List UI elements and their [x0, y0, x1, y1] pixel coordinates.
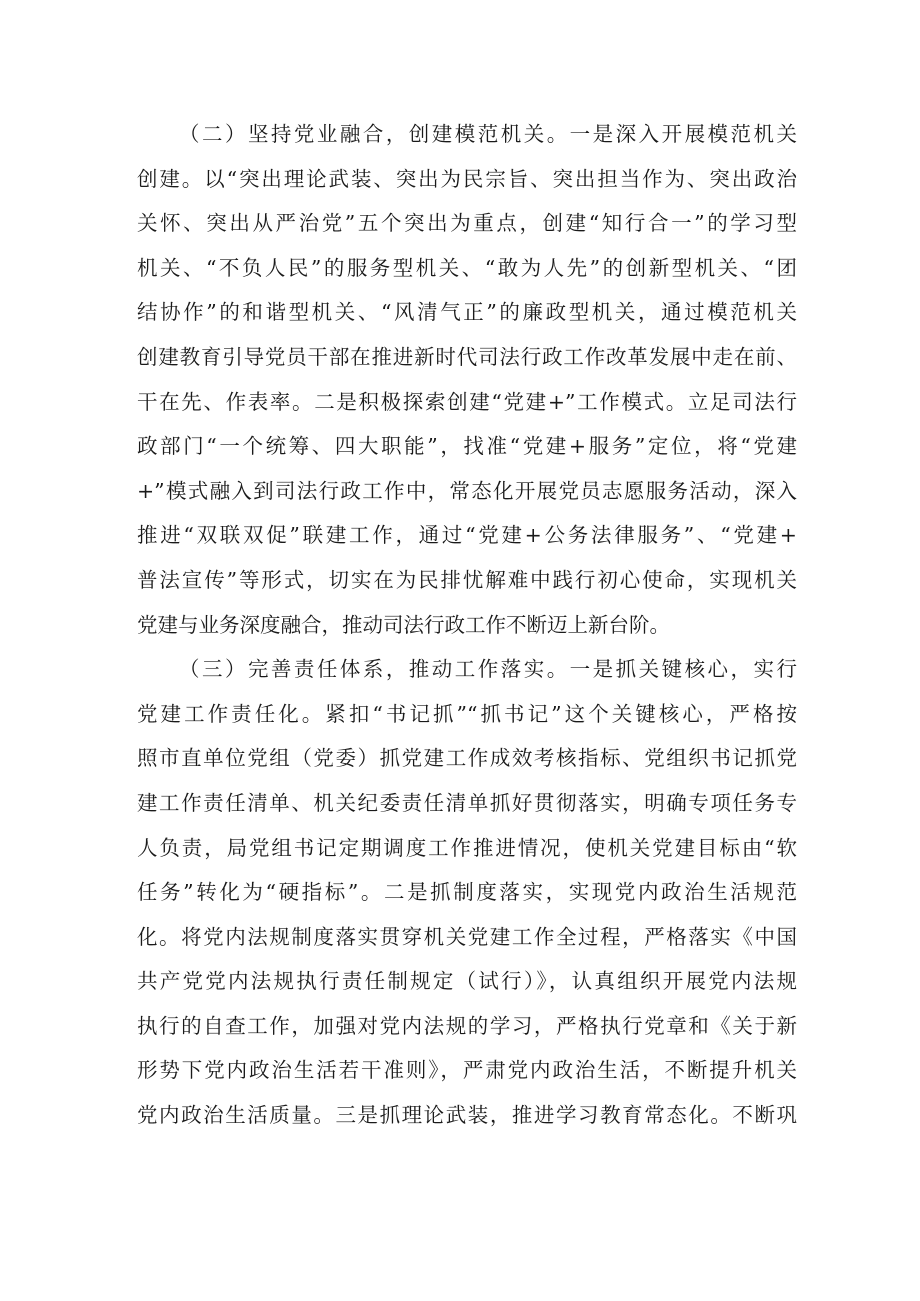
paragraph-2-line-11: 党内政治生活质量。三是抓理论武装，推进学习教育常态化。不断巩 — [137, 1103, 797, 1128]
paragraph-2-line-7: 化。将党内法规制度落实贯穿机关党建工作全过程，严格落实《中国 — [137, 924, 797, 949]
paragraph-1-line-4: 机关、“不负人民”的服务型机关、“敢为人先”的创新型机关、“团 — [137, 255, 797, 280]
paragraph-2-line-9: 执行的自查工作，加强对党内法规的学习，严格执行党章和《关于新 — [137, 1013, 797, 1038]
paragraph-2-line-10: 形势下党内政治生活若干准则》，严肃党内政治生活，不断提升机关 — [137, 1058, 797, 1083]
paragraph-1-line-10: 推进“双联双促”联建工作，通过“党建+公务法律服务”、“党建+ — [137, 523, 797, 548]
paragraph-2-line-4: 建工作责任清单、机关纪委责任清单抓好贯彻落实，明确专项任务专 — [137, 790, 797, 815]
paragraph-1-line-5: 结协作”的和谐型机关、“风清气正”的廉政型机关，通过模范机关 — [137, 300, 797, 325]
paragraph-1-line-8: 政部门“一个统筹、四大职能”，找准“党建+服务”定位，将“党建 — [137, 434, 797, 459]
document-body — [137, 112, 797, 1138]
paragraph-1-line-11: 普法宣传”等形式，切实在为民排忧解难中践行初心使命，实现机关 — [137, 567, 797, 592]
paragraph-1-line-6: 创建教育引导党员干部在推进新时代司法行政工作改革发展中走在前、 — [137, 344, 797, 369]
paragraph-1-line-2: 创建。以“突出理论武装、突出为民宗旨、突出担当作为、突出政治 — [137, 166, 797, 191]
paragraph-1-line-12: 党建与业务深度融合，推动司法行政工作不断迈上新台阶。 — [137, 612, 670, 637]
paragraph-2-line-6: 任务”转化为“硬指标”。二是抓制度落实，实现党内政治生活规范 — [137, 880, 797, 905]
paragraph-1-line-9: +”模式融入到司法行政工作中，常态化开展党员志愿服务活动，深入 — [137, 478, 797, 503]
paragraph-1-line-1: （二）坚持党业融合，创建模范机关。一是深入开展模范机关 — [179, 122, 797, 146]
paragraph-2-line-3: 照市直单位党组（党委）抓党建工作成效考核指标、党组织书记抓党 — [137, 746, 797, 771]
paragraph-1-line-7: 干在先、作表率。二是积极探索创建“党建+”工作模式。立足司法行 — [137, 389, 797, 414]
paragraph-2-line-2: 党建工作责任化。紧扣“书记抓”“抓书记”这个关键核心，严格按 — [137, 701, 797, 726]
paragraph-2-line-8: 共产党党内法规执行责任制规定（试行）》，认真组织开展党内法规 — [137, 969, 797, 994]
paragraph-1-line-3: 关怀、突出从严治党”五个突出为重点，创建“知行合一”的学习型 — [137, 211, 797, 236]
paragraph-2-line-5: 人负责，局党组书记定期调度工作推进情况，使机关党建目标由“软 — [137, 835, 797, 860]
paragraph-2-line-1: （三）完善责任体系，推动工作落实。一是抓关键核心，实行 — [179, 657, 797, 682]
